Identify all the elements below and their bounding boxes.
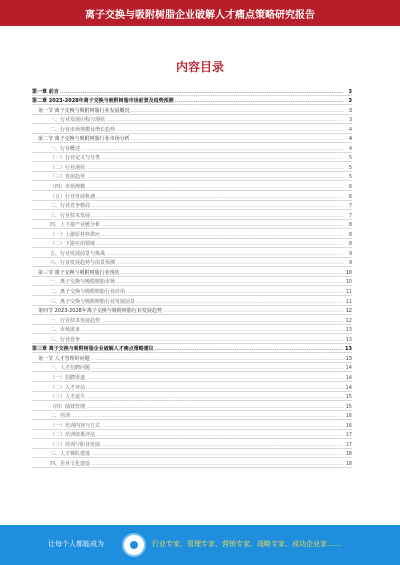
footer-slogan: 让每个人都能成为: [48, 540, 104, 548]
toc-entry-label: （三）培训与职业发展: [50, 441, 101, 448]
toc-entry-page: 3: [348, 117, 352, 124]
toc-entry[interactable]: [32, 210, 352, 220]
toc-entry[interactable]: [32, 372, 352, 382]
toc-entry-page: 15: [345, 403, 352, 410]
toc-entry-page: 4: [348, 145, 352, 152]
toc-entry-page: 8: [348, 231, 352, 238]
toc-entry-label: 二、市场需求: [50, 327, 81, 334]
toc-entry-label: 第一节 人才管理的问题: [38, 355, 90, 362]
toc-entry-label: 第三章 离子交换与吸附树脂企业破解人才痛点策略建议: [32, 346, 154, 353]
toc-entry-page: 16: [345, 413, 352, 420]
toc-entry-page: 16: [345, 422, 352, 429]
toc-entry-label: 三、离子交换与吸附树脂行业发展前景: [50, 298, 136, 305]
toc-entry[interactable]: [32, 191, 352, 201]
toc-heading: 内容目录: [175, 60, 224, 74]
toc-entry-label: 一、离子交换与吸附树脂市场: [50, 279, 116, 286]
toc-entry[interactable]: [32, 134, 352, 144]
toc-leader-dots: [96, 241, 343, 247]
toc-entry[interactable]: [32, 420, 352, 430]
toc-entry[interactable]: [32, 172, 352, 182]
toc-entry[interactable]: [32, 296, 352, 306]
toc-entry-page: 3: [348, 98, 352, 105]
toc-leader-dots: [116, 260, 343, 266]
toc-leader-dots: [101, 155, 343, 161]
toc-leader-dots: [116, 127, 343, 133]
toc-leader-dots: [81, 327, 343, 333]
toc-entry[interactable]: [32, 258, 352, 268]
toc-entry-label: 第三节 离子交换与吸附树脂行业现状: [38, 269, 120, 276]
toc-entry-page: 12: [345, 308, 352, 315]
toc-entry-page: 4: [348, 136, 352, 143]
toc-entry-page: 8: [348, 222, 352, 229]
toc-entry-page: 13: [345, 355, 352, 362]
toc-entry[interactable]: [32, 401, 352, 411]
report-title: 离子交换与吸附树脂企业破解人才痛点策略研究报告: [85, 10, 315, 21]
toc-leader-dots: [91, 461, 343, 467]
toc-leader-dots: [86, 394, 343, 400]
toc-leader-dots: [96, 194, 343, 200]
toc-leader-dots: [155, 346, 343, 352]
toc-entry-page: 13: [345, 336, 352, 343]
toc-entry[interactable]: [32, 248, 352, 258]
toc-entry-page: 12: [345, 317, 352, 324]
toc-entry-label: 三、人才梯队建设: [50, 451, 91, 458]
toc-entry-label: 第二节 离子交换与吸附树脂行业市场分析: [38, 136, 130, 143]
toc-entry-label: （一）招聘渠道: [50, 374, 86, 381]
toc-entry[interactable]: [32, 315, 352, 325]
toc-leader-dots: [86, 375, 343, 381]
toc-entry[interactable]: [32, 124, 352, 134]
toc-entry-page: 6: [348, 184, 352, 191]
toc-leader-dots: [101, 318, 343, 324]
toc-entry[interactable]: [32, 344, 352, 354]
toc-leader-dots: [86, 385, 343, 391]
toc-entry-label: 第二章 2023-2028年离子交换与吸附树脂市场前景及趋势预测: [32, 98, 174, 105]
toc-entry[interactable]: [32, 267, 352, 277]
toc-entry-label: 第四节 2023-2028年离子交换与吸附树脂行业发展趋势: [38, 308, 162, 315]
toc-leader-dots: [131, 136, 343, 142]
toc-entry-label: （四）绩效管理: [50, 403, 86, 410]
toc-entry-label: 一、行业概述: [50, 145, 81, 152]
toc-entry[interactable]: [32, 286, 352, 296]
toc-leader-dots: [106, 251, 343, 257]
toc-entry[interactable]: [32, 353, 352, 363]
toc-entry[interactable]: [32, 115, 352, 125]
toc-entry-page: 5: [348, 164, 352, 171]
toc-entry[interactable]: [32, 382, 352, 392]
toc-entry[interactable]: [32, 86, 352, 96]
toc-entry-label: （二）培训效果评估: [50, 432, 96, 439]
toc-entry-label: 五、行业发展前景与挑战: [50, 250, 106, 257]
toc-leader-dots: [163, 308, 343, 314]
toc-entry-page: 3: [348, 88, 352, 95]
toc-leader-dots: [71, 413, 343, 419]
toc-entry-page: 6: [348, 193, 352, 200]
toc-entry[interactable]: [32, 105, 352, 115]
toc-leader-dots: [86, 404, 343, 410]
toc-entry-label: 一、行业技术发展趋势: [50, 317, 101, 324]
toc-entry-label: （一）行业定义与分类: [50, 155, 101, 162]
toc-entry-label: 一、行业发展历程与现状: [50, 117, 106, 124]
toc-leader-dots: [91, 356, 343, 362]
toc-entry-page: 13: [345, 346, 352, 353]
toc-entry-page: 5: [348, 155, 352, 162]
toc-entry[interactable]: [32, 239, 352, 249]
toc-entry-label: 二、离子交换与吸附树脂行业应用: [50, 289, 126, 296]
toc-leader-dots: [131, 108, 343, 114]
toc-entry[interactable]: [32, 153, 352, 163]
toc-entry-page: 9: [348, 250, 352, 257]
toc-entry-page: 13: [345, 327, 352, 334]
toc-entry-label: 二、培训: [50, 413, 71, 420]
toc-leader-dots: [126, 289, 343, 295]
toc-entry-page: 11: [345, 298, 352, 305]
toc-leader-dots: [116, 279, 343, 285]
toc-entry-page: 14: [345, 374, 352, 381]
toc-entry-label: （五）行业发展机遇: [50, 193, 96, 200]
toc-entry-page: 18: [345, 451, 352, 458]
toc-leader-dots: [96, 432, 343, 438]
toc-entry-label: 二、行业市场规模及增长趋势: [50, 126, 116, 133]
toc-leader-dots: [60, 89, 343, 95]
toc-entry-page: 14: [345, 365, 352, 372]
toc-entry-label: （四）市场规模: [50, 184, 86, 191]
toc-leader-dots: [81, 337, 343, 343]
footer-logo-icon: [122, 533, 146, 557]
toc-entry[interactable]: [32, 306, 352, 316]
toc-entry-page: 15: [345, 394, 352, 401]
toc-entry-label: 四、上下游产业链分析: [50, 222, 101, 229]
toc-entry-page: 10: [345, 279, 352, 286]
toc-entry[interactable]: [32, 220, 352, 230]
toc-entry-label: 二、行业竞争格局: [50, 203, 91, 210]
toc-entry-page: 9: [348, 260, 352, 267]
toc-entry-page: 17: [345, 432, 352, 439]
toc-leader-dots: [91, 451, 343, 457]
toc-entry-label: （二）人才评估: [50, 384, 86, 391]
toc-entry[interactable]: [32, 201, 352, 211]
toc-entry-page: 7: [348, 212, 352, 219]
toc-entry-label: （一）上游原材料供应: [50, 231, 101, 238]
toc-entry[interactable]: [32, 96, 352, 106]
toc-entry-label: 第一节 离子交换与吸附树脂行业发展概况: [38, 107, 130, 114]
toc-entry-label: （三）人才流失: [50, 394, 86, 401]
toc-entry[interactable]: [32, 334, 352, 344]
toc-entry[interactable]: [32, 325, 352, 335]
toc-leader-dots: [101, 423, 343, 429]
footer-roles: 行业专家、管理专家、营销专家、战略专家、成功企业家……: [152, 540, 341, 548]
toc-entry-page: 8: [348, 241, 352, 248]
toc-entry[interactable]: [32, 411, 352, 421]
toc-entry[interactable]: [32, 181, 352, 191]
toc-leader-dots: [101, 442, 343, 448]
toc-entry-label: 三、行业技术发展: [50, 212, 91, 219]
toc-entry-label: 第一章 前言: [32, 88, 59, 95]
toc-entry-page: 17: [345, 441, 352, 448]
toc-leader-dots: [91, 203, 343, 209]
toc-leader-dots: [101, 232, 343, 238]
header-bar: [0, 0, 400, 26]
toc-entry-page: 18: [345, 460, 352, 467]
toc-entry-page: 10: [345, 269, 352, 276]
toc-leader-dots: [175, 98, 343, 104]
toc-entry-page: 11: [345, 289, 352, 296]
toc-leader-dots: [91, 365, 343, 371]
toc-entry[interactable]: [32, 439, 352, 449]
toc-entry[interactable]: [32, 229, 352, 239]
toc-leader-dots: [81, 146, 343, 152]
toc-entry[interactable]: [32, 449, 352, 459]
toc-entry-label: （三）发展趋势: [50, 174, 86, 181]
toc-leader-dots: [136, 299, 343, 305]
toc-entry-label: 四、企业文化建设: [50, 460, 91, 467]
toc-entry-label: （二）下游应用领域: [50, 241, 96, 248]
toc-leader-dots: [91, 213, 343, 219]
toc-entry-page: 14: [345, 384, 352, 391]
toc-entry-label: 六、行业发展趋势与前景预测: [50, 260, 116, 267]
toc-leader-dots: [86, 174, 343, 180]
toc-leader-dots: [86, 184, 343, 190]
toc-entry-page: 5: [348, 174, 352, 181]
toc-entry-page: 7: [348, 203, 352, 210]
toc-leader-dots: [121, 270, 343, 276]
table-of-contents: [32, 86, 352, 468]
toc-leader-dots: [101, 222, 343, 228]
toc-entry-label: （一）培训内容与方式: [50, 422, 101, 429]
toc-entry-page: 3: [348, 107, 352, 114]
toc-entry[interactable]: [32, 458, 352, 468]
toc-entry-page: 4: [348, 126, 352, 133]
toc-entry-label: （二）行业现状: [50, 164, 86, 171]
toc-leader-dots: [106, 117, 343, 123]
toc-entry[interactable]: [32, 430, 352, 440]
toc-entry[interactable]: [32, 363, 352, 373]
toc-entry[interactable]: [32, 162, 352, 172]
toc-entry[interactable]: [32, 392, 352, 402]
toc-entry[interactable]: [32, 277, 352, 287]
toc-leader-dots: [86, 165, 343, 171]
footer-bar: [0, 525, 400, 565]
toc-entry-label: 一、人才招聘问题: [50, 365, 91, 372]
toc-entry[interactable]: [32, 143, 352, 153]
toc-entry-label: 三、行业竞争: [50, 336, 81, 343]
